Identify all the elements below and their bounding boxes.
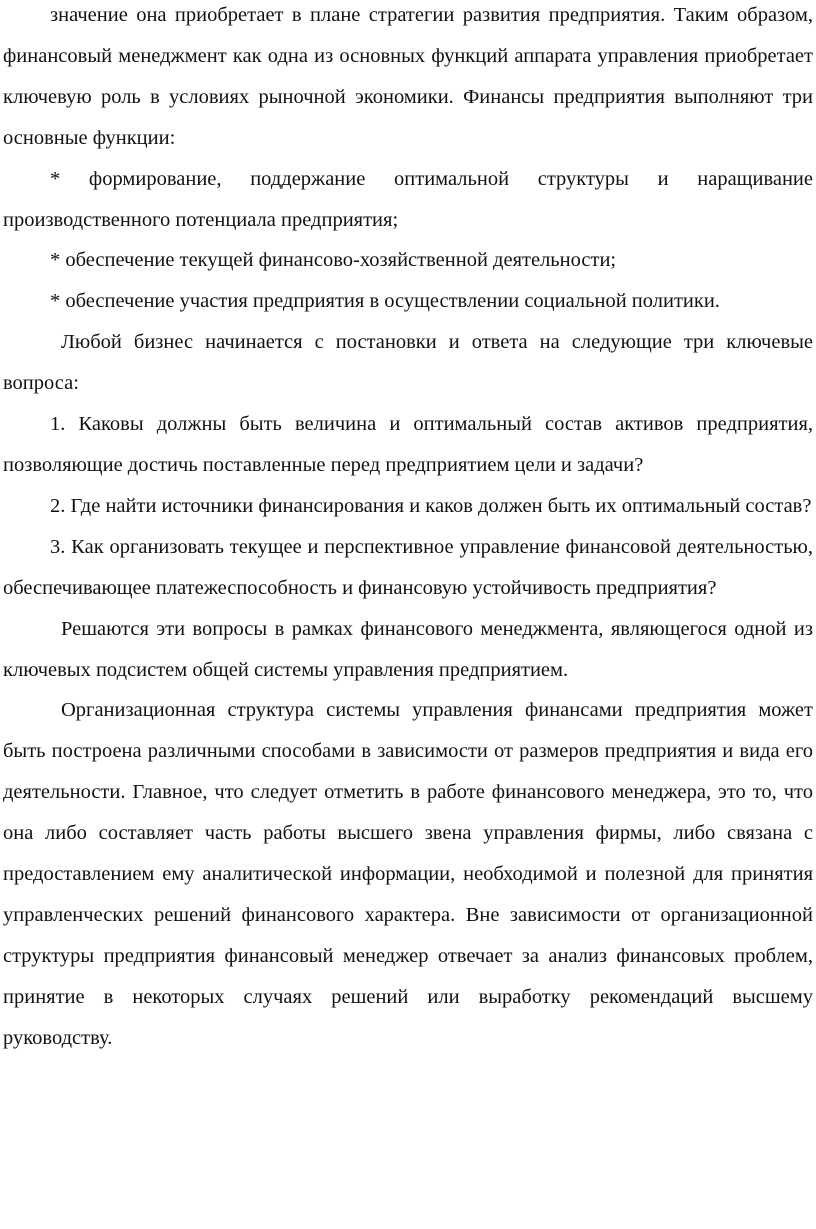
list-item-question-3: 3. Как организовать текущее и перспективное управление финансовой деятельностью, обеспечивающее платежеспособность и финансовую устойчивость предприятия? bbox=[3, 535, 813, 599]
list-item-function-1: * формирование, поддержание оптимальной структуры и наращивание производственного потенциала предприятия; bbox=[3, 167, 813, 231]
list-item-question-1: 1. Каковы должны быть величина и оптимальный состав активов предприятия, позволяющие достичь поставленные перед предприятием цели и задачи? bbox=[3, 413, 813, 476]
paragraph-org-structure: Организационная структура системы управления финансами предприятия может быть построена различными способами в зависимости от размеров предприятия и вида его деятельности. Главное, что следует отметить в работе финансового менеджера, это то, что она либо составляет часть работы высшего звена управления фирмы, либо связана с предоставлением ему аналитической информации, необходимой и полезной для принятия управленческих решений финансового характера. Вне зависимости от организационной структуры предприятия финансовый менеджер отвечает за анализ финансовых проблем, принятие в некоторых случаях решений или выработку рекомендаций высшему руководству. bbox=[3, 699, 813, 1049]
paragraph-business-questions: Любой бизнес начинается с постановки и ответа на следующие три ключевые вопроса: bbox=[3, 331, 813, 395]
document-page bbox=[3, 0, 813, 1059]
list-item-question-2: 2. Где найти источники финансирования и каков должен быть их оптимальный состав? bbox=[50, 494, 812, 517]
list-item-function-3: * обеспечение участия предприятия в осуществлении социальной политики. bbox=[50, 290, 720, 313]
paragraph-solution: Решаются эти вопросы в рамках финансового менеджмента, являющегося одной из ключевых подсистем общей системы управления предприятием. bbox=[3, 617, 813, 681]
list-item-function-2: * обеспечение текущей финансово-хозяйственной деятельности; bbox=[50, 249, 617, 272]
paragraph-intro: значение она приобретает в плане стратегии развития предприятия. Таким образом, финансовый менеджмент как одна из основных функций аппарата управления приобретает ключевую роль в условиях рыночной экономики. Финансы предприятия выполняют три основные функции: bbox=[3, 4, 813, 149]
